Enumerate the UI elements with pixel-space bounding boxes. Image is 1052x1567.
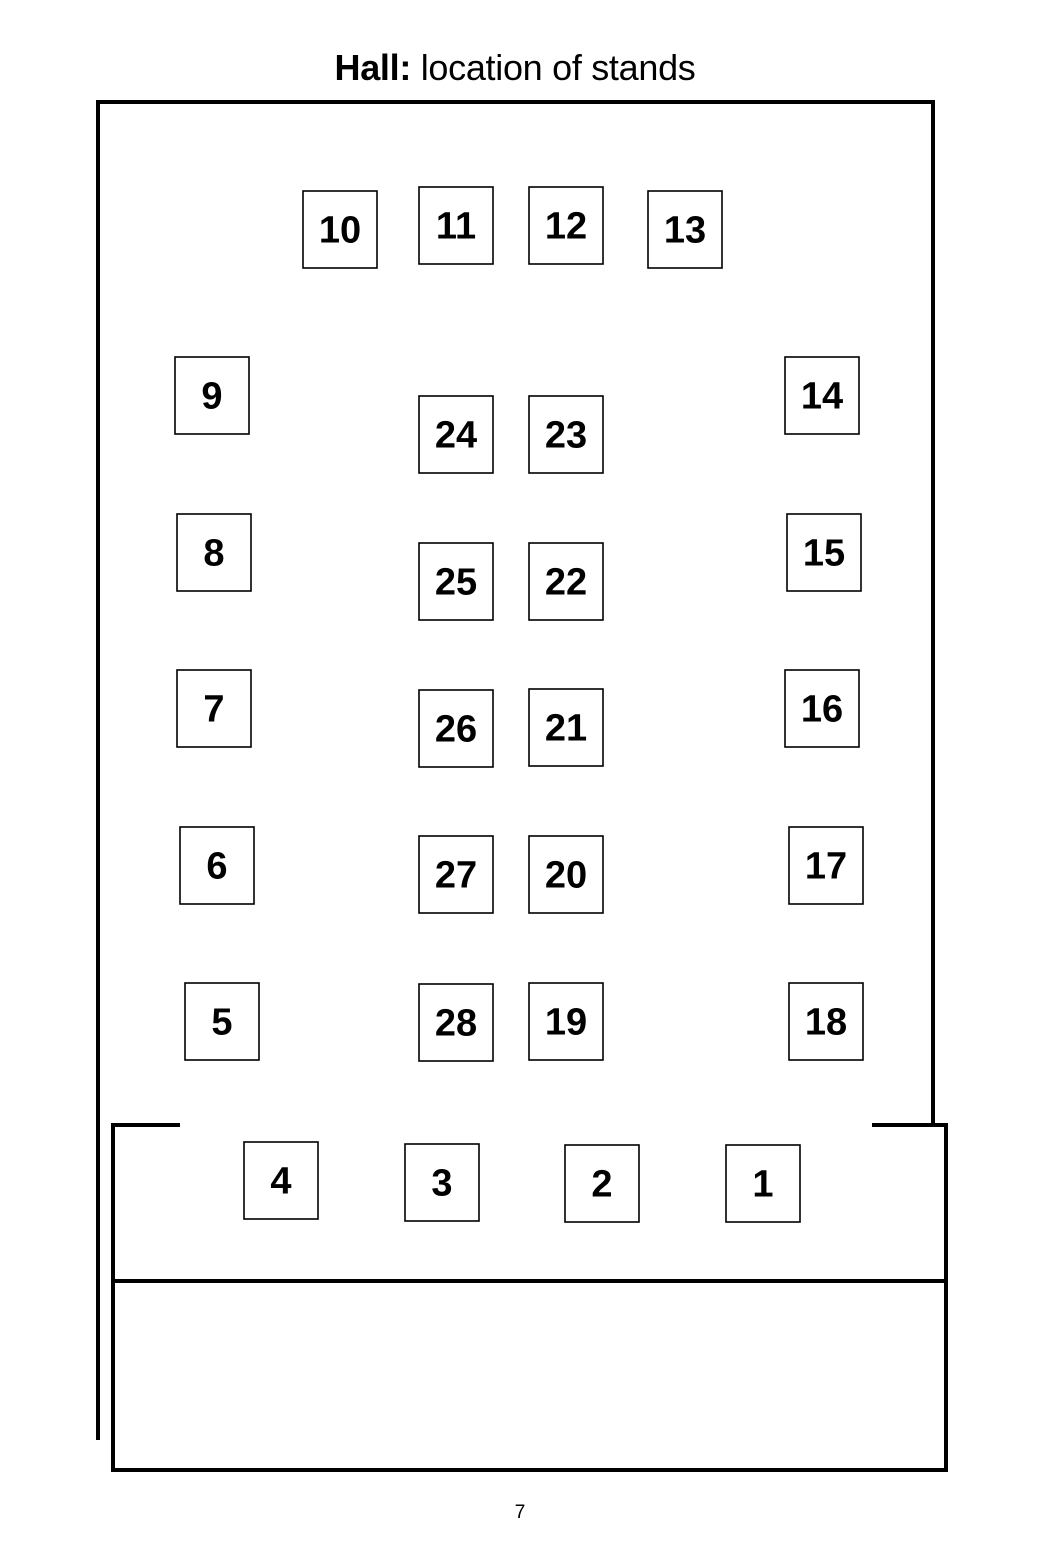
stand-3 <box>405 1144 479 1221</box>
stand-number-label: 23 <box>544 414 588 457</box>
stand-5 <box>185 983 259 1060</box>
stand-1 <box>726 1145 800 1222</box>
stand-6 <box>180 827 254 904</box>
stand-16 <box>785 670 859 747</box>
stand-number-label: 9 <box>201 375 223 418</box>
stand-18 <box>789 983 863 1060</box>
stand-number-label: 4 <box>270 1160 292 1203</box>
stand-4 <box>244 1142 318 1219</box>
stands-layer <box>175 187 863 1222</box>
stand-23 <box>529 396 603 473</box>
stand-20 <box>529 836 603 913</box>
stand-17 <box>789 827 863 904</box>
stand-number-label: 17 <box>804 845 848 888</box>
stand-15 <box>787 514 861 591</box>
stand-number-label: 11 <box>435 205 477 248</box>
stand-10 <box>303 191 377 268</box>
stand-number-label: 10 <box>318 209 362 252</box>
stand-8 <box>177 514 251 591</box>
stand-25 <box>419 543 493 620</box>
stand-9 <box>175 357 249 434</box>
stand-28 <box>419 984 493 1061</box>
stand-number-label: 15 <box>802 532 846 575</box>
stand-13 <box>648 191 722 268</box>
stand-number-label: 3 <box>431 1162 453 1205</box>
stand-number-label: 6 <box>206 845 228 888</box>
stand-number-label: 21 <box>544 707 588 750</box>
stand-number-label: 28 <box>434 1002 478 1045</box>
stand-number-label: 20 <box>544 854 588 897</box>
stand-number-label: 5 <box>211 1001 233 1044</box>
stand-number-label: 25 <box>434 561 478 604</box>
stand-number-label: 1 <box>752 1163 774 1206</box>
stand-number-label: 13 <box>663 209 707 252</box>
stand-number-label: 8 <box>203 532 225 575</box>
stand-11 <box>419 187 493 264</box>
stand-number-label: 22 <box>544 561 588 604</box>
stand-number-label: 26 <box>434 708 478 751</box>
stand-21 <box>529 689 603 766</box>
title-hall-label: Hall: <box>334 47 412 88</box>
stand-number-label: 16 <box>800 688 844 731</box>
stand-number-label: 27 <box>434 854 478 897</box>
stand-2 <box>565 1145 639 1222</box>
stand-14 <box>785 357 859 434</box>
stand-number-label: 14 <box>800 375 844 418</box>
stand-26 <box>419 690 493 767</box>
stand-7 <box>177 670 251 747</box>
stand-number-label: 12 <box>544 205 588 248</box>
title-description: location of stands <box>420 47 696 88</box>
lower-section-left-wall <box>113 1125 946 1470</box>
hall-outer-wall <box>98 102 933 1438</box>
stand-number-label: 24 <box>434 414 478 457</box>
stand-24 <box>419 396 493 473</box>
page-number: 7 <box>514 1502 526 1523</box>
stand-27 <box>419 836 493 913</box>
stand-number-label: 19 <box>544 1001 588 1044</box>
stand-number-label: 7 <box>203 688 225 731</box>
stand-number-label: 2 <box>591 1163 613 1206</box>
stand-19 <box>529 983 603 1060</box>
stand-12 <box>529 187 603 264</box>
stand-number-label: 18 <box>804 1001 848 1044</box>
stand-22 <box>529 543 603 620</box>
